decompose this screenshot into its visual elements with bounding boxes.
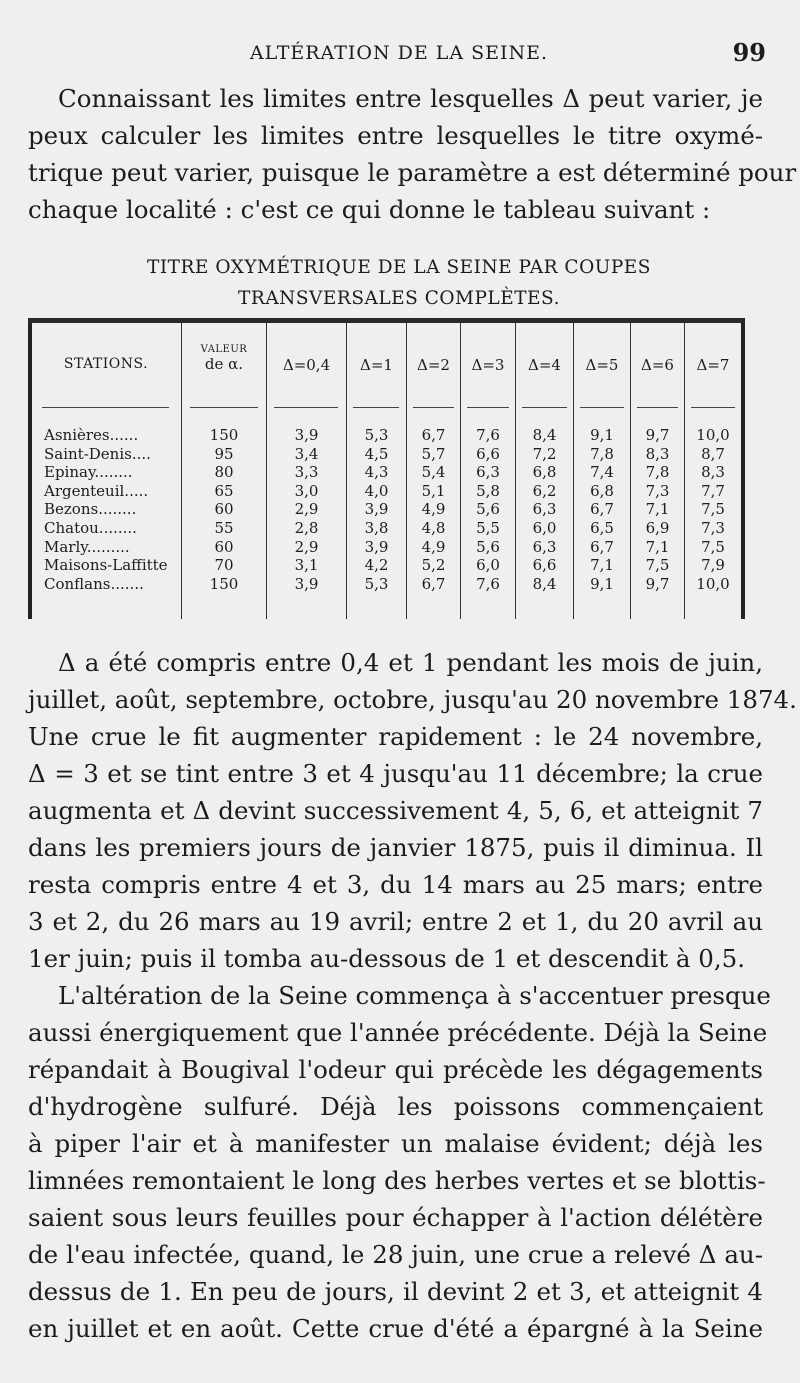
oxymetric-value: 6,7	[590, 500, 614, 519]
oxymetric-value: 6,3	[476, 463, 500, 482]
oxymetric-value: 3,4	[294, 444, 319, 463]
text-line: Δ = 3 et se tint entre 3 et 4 jusqu'au 11 décembre; la crue	[28, 759, 763, 788]
station-name: Argenteuil.....	[44, 481, 149, 500]
oxymetric-value: 6,9	[645, 519, 670, 537]
paragraph-delta-history	[28, 644, 797, 977]
oxymetric-value: 7,5	[701, 537, 725, 556]
oxymetric-value: 6,7	[421, 574, 446, 593]
oxymetric-value: 3,9	[294, 426, 319, 444]
oxymetric-value: 6,8	[532, 463, 557, 482]
oxymetric-value: 5,5	[476, 519, 500, 537]
header-underline	[522, 407, 567, 408]
station-name: Asnières......	[44, 426, 139, 444]
text-line: limnées remontaient le long des herbes vertes et se blottis-	[28, 1166, 766, 1195]
oxymetric-value: 6,2	[532, 481, 557, 500]
oxymetric-value: 7,6	[476, 426, 500, 444]
text-line: de l'eau infectée, quand, le 28 juin, une crue a relevé Δ au-	[28, 1240, 763, 1269]
oxymetric-value: 4,5	[364, 444, 389, 463]
oxymetric-value: 6,3	[532, 537, 557, 556]
station-name: Saint-Denis....	[44, 444, 151, 463]
oxymetric-value: 7,8	[645, 463, 670, 482]
alpha-value: 150	[209, 426, 239, 444]
station-name: Epinay........	[44, 463, 133, 482]
oxymetric-value: 4,9	[421, 537, 446, 556]
oxymetric-value: 6,7	[590, 537, 614, 556]
table-border-right	[741, 323, 745, 619]
oxymetric-value: 8,4	[532, 426, 557, 444]
page-number: 99	[732, 38, 766, 67]
oxymetric-value: 7,4	[590, 463, 614, 482]
oxymetric-value: 4,8	[421, 519, 446, 537]
oxymetric-value: 3,9	[294, 574, 319, 593]
table-title-line: TITRE OXYMÉTRIQUE DE LA SEINE PAR COUPES	[147, 257, 651, 278]
oxymetric-value: 5,8	[476, 481, 500, 500]
oxymetric-value: 6,0	[532, 519, 557, 537]
table-border-left	[28, 323, 32, 619]
oxymetric-value: 3,3	[294, 463, 319, 482]
oxymetric-value: 5,4	[421, 463, 446, 482]
oxymetric-value: 5,3	[364, 574, 389, 593]
oxymetric-value: 6,8	[590, 481, 614, 500]
oxymetric-value: 8,4	[532, 574, 557, 593]
text-line: Δ a été compris entre 0,4 et 1 pendant les mois de juin,	[58, 648, 763, 677]
oxymetric-value: 4,2	[364, 556, 389, 575]
oxymetric-value: 4,9	[421, 500, 446, 519]
oxymetric-value: 7,6	[476, 574, 500, 593]
text-line: répandait à Bougival l'odeur qui précède les dégagements	[28, 1055, 763, 1084]
oxymetric-value: 8,3	[701, 463, 725, 482]
oxymetric-value: 7,1	[590, 556, 614, 575]
text-line: chaque localité : c'est ce qui donne le tableau suivant :	[28, 195, 711, 224]
header-delta: Δ=3	[471, 356, 505, 374]
oxymetric-value: 6,7	[421, 426, 446, 444]
text-line: dessus de 1. En peu de jours, il devint 2 et 3, et atteignit 4	[28, 1277, 763, 1306]
table-title-line: TRANSVERSALES COMPLÈTES.	[238, 288, 560, 309]
oxymetric-value: 8,7	[701, 444, 725, 463]
text-line: peux calculer les limites entre lesquelles le titre oxymé-	[28, 121, 763, 150]
oxymetric-value: 3,9	[364, 500, 389, 519]
oxymetric-value: 7,1	[645, 537, 670, 556]
alpha-value: 60	[214, 537, 234, 556]
text-line: à piper l'air et à manifester un malaise évident; déjà les	[28, 1129, 763, 1158]
running-title: ALTÉRATION DE LA SEINE.	[249, 42, 549, 64]
oxymetric-value: 6,5	[590, 519, 614, 537]
intro-paragraph	[28, 80, 797, 228]
text-line: Connaissant les limites entre lesquelles Δ peut varier, je	[58, 84, 763, 113]
text-line: trique peut varier, puisque le paramètre a est déterminé pour	[28, 158, 797, 187]
alpha-value: 60	[214, 500, 234, 519]
header-delta: Δ=4	[528, 356, 561, 374]
page-header	[28, 38, 770, 74]
header-delta: Δ=2	[417, 356, 450, 374]
text-line: dans les premiers jours de janvier 1875, puis il diminua. Il	[28, 833, 763, 862]
text-line: 1er juin; puis il tomba au-dessous de 1 et descendit à 0,5.	[28, 944, 746, 973]
oxymetric-value: 10,0	[696, 574, 730, 593]
oxymetric-value: 5,1	[421, 481, 446, 500]
alpha-value: 80	[214, 463, 234, 482]
oxymetric-value: 7,5	[701, 500, 725, 519]
header-delta: Δ=0,4	[282, 356, 331, 374]
oxymetric-value: 7,3	[645, 481, 670, 500]
oxymetric-value: 3,0	[294, 481, 319, 500]
text-line: saient sous leurs feuilles pour échapper à l'action délétère	[28, 1203, 763, 1232]
oxymetric-value: 2,9	[294, 537, 319, 556]
header-delta: Δ=1	[360, 356, 393, 374]
alpha-value: 65	[214, 481, 234, 500]
alpha-value: 70	[214, 556, 234, 575]
text-line: 3 et 2, du 26 mars au 19 avril; entre 2 et 1, du 20 avril au	[28, 907, 763, 936]
oxymetric-value: 7,3	[701, 519, 725, 537]
header-underline	[42, 407, 169, 408]
oxymetric-value: 7,7	[701, 481, 725, 500]
oxymetric-value: 9,7	[645, 574, 670, 593]
header-delta: Δ=7	[696, 356, 730, 374]
oxymetric-value: 7,1	[645, 500, 670, 519]
header-delta: Δ=5	[585, 356, 619, 374]
oxymetric-value: 10,0	[696, 426, 730, 444]
header-valeur-bottom: de α.	[204, 355, 244, 373]
alpha-value: 150	[209, 574, 239, 593]
header-valeur	[182, 345, 266, 373]
oxymetric-value: 5,2	[421, 556, 446, 575]
oxymetric-value: 7,8	[590, 444, 614, 463]
header-delta: Δ=6	[641, 356, 674, 374]
table-title	[28, 252, 770, 314]
header-underline	[274, 407, 338, 408]
oxymetric-value: 5,3	[364, 426, 389, 444]
oxymetric-value: 4,0	[364, 481, 389, 500]
text-line: resta compris entre 4 et 3, du 14 mars au 25 mars; entre	[28, 870, 763, 899]
station-name: Conflans.......	[44, 574, 144, 593]
header-underline	[580, 407, 624, 408]
header-valeur-top: VALEUR	[200, 344, 248, 355]
text-line: juillet, août, septembre, octobre, jusqu'au 20 novembre 1874.	[28, 685, 797, 714]
alpha-value: 95	[214, 444, 234, 463]
oxymetric-value: 5,7	[421, 444, 446, 463]
oxymetric-value: 7,5	[645, 556, 670, 575]
station-name: Bezons........	[44, 500, 137, 519]
header-underline	[190, 407, 258, 408]
oxymetric-value: 9,7	[645, 426, 670, 444]
oxymetric-value: 5,6	[476, 537, 500, 556]
oxymetric-table	[28, 323, 745, 619]
station-name: Marly.........	[44, 537, 130, 556]
oxymetric-value: 4,3	[364, 463, 389, 482]
oxymetric-value: 2,9	[294, 500, 319, 519]
oxymetric-value: 3,8	[364, 519, 389, 537]
alpha-value: 55	[214, 519, 234, 537]
paragraph-alteration	[28, 977, 771, 1347]
oxymetric-value: 3,1	[294, 556, 319, 575]
header-underline	[691, 407, 735, 408]
oxymetric-value: 5,6	[476, 500, 500, 519]
header-underline	[413, 407, 454, 408]
header-underline	[353, 407, 399, 408]
oxymetric-value: 6,0	[476, 556, 500, 575]
text-line: d'hydrogène sulfuré. Déjà les poissons commençaient	[28, 1092, 763, 1121]
oxymetric-value: 7,2	[532, 444, 557, 463]
oxymetric-value: 7,9	[701, 556, 725, 575]
oxymetric-value: 8,3	[645, 444, 670, 463]
header-underline	[467, 407, 509, 408]
header-stations: STATIONS.	[63, 356, 149, 372]
oxymetric-value: 6,6	[532, 556, 557, 575]
oxymetric-value: 9,1	[590, 574, 614, 593]
text-line: aussi énergiquement que l'année précédente. Déjà la Seine	[28, 1018, 768, 1047]
oxymetric-value: 2,8	[294, 519, 319, 537]
station-name: Maisons-Laffitte	[44, 556, 168, 575]
oxymetric-value: 3,9	[364, 537, 389, 556]
oxymetric-value: 6,3	[532, 500, 557, 519]
text-line: Une crue le fit augmenter rapidement : le 24 novembre,	[28, 722, 763, 751]
oxymetric-value: 9,1	[590, 426, 614, 444]
header-underline	[637, 407, 678, 408]
text-line: augmenta et Δ devint successivement 4, 5, 6, et atteignit 7	[28, 796, 763, 825]
oxymetric-value: 6,6	[476, 444, 500, 463]
station-name: Chatou........	[44, 519, 137, 537]
text-line: en juillet et en août. Cette crue d'été a épargné à la Seine	[28, 1314, 763, 1343]
text-line: L'altération de la Seine commença à s'accentuer presque	[58, 981, 771, 1010]
